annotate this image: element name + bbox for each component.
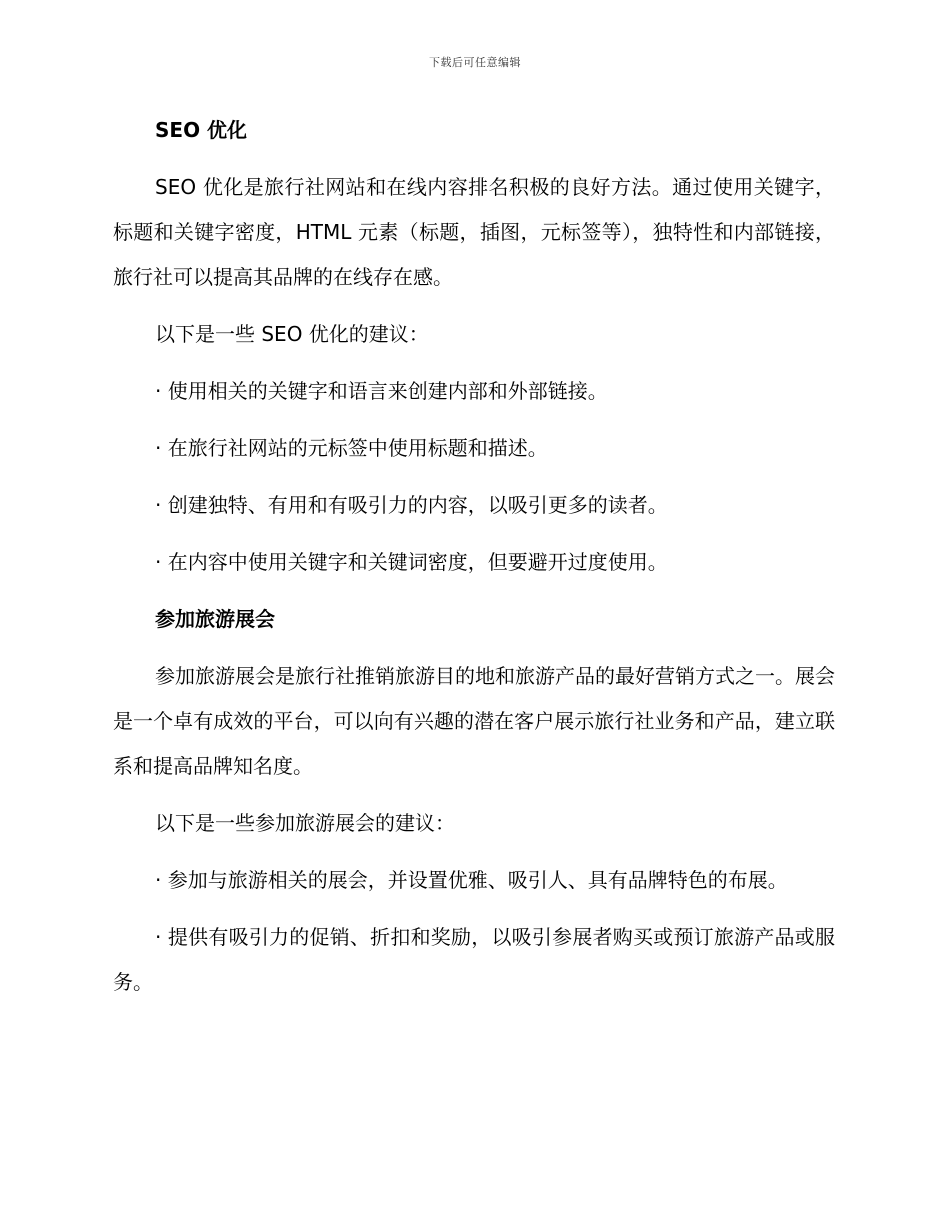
list-item: · 创建独特、有用和有吸引力的内容，以吸引更多的读者。 [155,493,668,517]
list-item: · 在旅行社网站的元标签中使用标题和描述。 [155,436,548,460]
list-item: · 在内容中使用关键字和关键词密度，但要避开过度使用。 [155,550,668,574]
section-intro-trade-show: 参加旅游展会是旅行社推销旅游目的地和旅游产品的最好营销方式之一。展会是一个卓有成效的平台，可以向有兴趣的潜在客户展示旅行社业务和产品，建立联系和提高品牌知名度。 [113,664,835,778]
list-item: · 提供有吸引力的促销、折扣和奖励，以吸引参展者购买或预订旅游产品或服务。 [113,925,835,994]
list-item: · 使用相关的关键字和语言来创建内部和外部链接。 [155,379,608,403]
section-heading-seo: SEO 优化 [155,118,248,142]
document-body [113,108,835,1017]
section-lead-seo: 以下是一些 SEO 优化的建议： [155,322,429,346]
section-intro-seo: SEO 优化是旅行社网站和在线内容排名积极的良好方法。通过使用关键字，标题和关键字密度，HTML 元素（标题，插图，元标签等），独特性和内部链接，旅行社可以提高其品牌的在线存在感。 [113,175,835,289]
header-note: 下载后可任意编辑 [429,56,521,69]
list-item: · 参加与旅游相关的展会，并设置优雅、吸引人、具有品牌特色的布展。 [155,868,788,892]
section-lead-trade-show: 以下是一些参加旅游展会的建议： [155,811,455,835]
section-heading-trade-show: 参加旅游展会 [155,607,275,631]
